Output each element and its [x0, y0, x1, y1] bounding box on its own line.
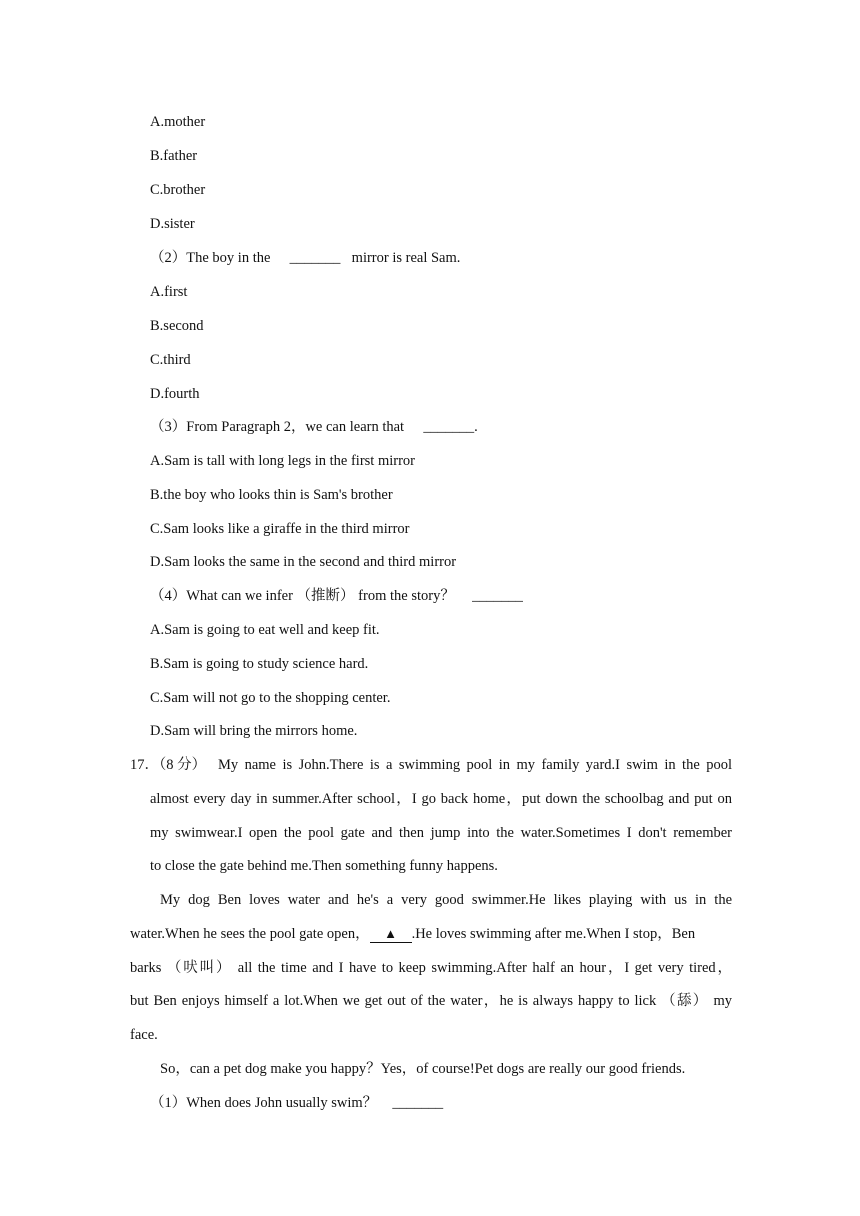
- passage-line: So，can a pet dog make you happy？Yes，of course!Pet dogs are really our good friends.: [160, 1061, 686, 1077]
- option-a-q3: A.Sam is tall with long legs in the first mirror: [150, 453, 416, 469]
- triangle-icon: ▲: [384, 926, 398, 941]
- question-text: （3）From Paragraph 2，we can learn that: [150, 419, 405, 435]
- passage-line: face.: [130, 1027, 158, 1043]
- passage-line: almost every day in summer.After school，I go back home，put down the schoolbag and put on: [150, 791, 732, 807]
- passage-line: to close the gate behind me.Then something funny happens.: [150, 858, 498, 874]
- question-16-2: [150, 248, 460, 268]
- option-c-q4: C.Sam will not go to the shopping center.: [150, 690, 391, 706]
- question-number: 17．: [130, 757, 159, 773]
- question-text: （1）When does John usually swim？: [150, 1095, 378, 1111]
- option-b-q3: B.the boy who looks thin is Sam's brother: [150, 487, 393, 503]
- answer-blank: _______: [392, 1095, 444, 1111]
- option-d-q3: D.Sam looks the same in the second and third mirror: [150, 554, 457, 570]
- answer-blank: _______: [289, 250, 341, 266]
- question-text: （4）What can we infer （推断） from the story？: [150, 588, 455, 604]
- passage-line: but Ben enjoys himself a lot.When we get out of the water，he is always happy to lick （舔） my: [130, 993, 732, 1009]
- option-b-q4: B.Sam is going to study science hard.: [150, 656, 369, 672]
- question-text-suffix: mirror is real Sam.: [351, 250, 461, 266]
- passage-line: my swimwear.I open the pool gate and then jump into the water.Sometimes I don't remember: [150, 825, 732, 841]
- option-a-q2: A.first: [150, 284, 188, 300]
- option-b-q2: B.second: [150, 318, 204, 334]
- question-text-suffix: .: [474, 419, 478, 435]
- passage-line: My dog Ben loves water and he's a very good swimmer.He likes playing with us in the: [160, 892, 732, 908]
- option-a-q1: A.mother: [150, 114, 206, 130]
- passage-line-with-blank: [130, 924, 732, 944]
- passage-text: water.When he sees the pool gate open，: [130, 926, 370, 942]
- option-d-q1: D.sister: [150, 216, 195, 232]
- blank-marker: [370, 926, 412, 943]
- passage-line: My name is John.There is a swimming pool in my family yard.I swim in the pool: [218, 757, 732, 773]
- question-16-3: [150, 417, 478, 437]
- question-17-1: [150, 1093, 443, 1113]
- question-17-number: [130, 755, 206, 775]
- option-d-q2: D.fourth: [150, 386, 200, 402]
- option-c-q2: C.third: [150, 352, 191, 368]
- option-b-q1: B.father: [150, 148, 198, 164]
- question-text: （2）The boy in the: [150, 250, 271, 266]
- option-c-q3: C.Sam looks like a giraffe in the third mirror: [150, 521, 410, 537]
- passage-text: .He loves swimming after me.When I stop，Ben: [411, 926, 696, 942]
- answer-blank: _______: [423, 419, 475, 435]
- question-score: （8 分）: [159, 757, 207, 773]
- option-a-q4: A.Sam is going to eat well and keep fit.: [150, 622, 380, 638]
- question-16-4: [150, 586, 523, 606]
- passage-line: barks （吠叫） all the time and I have to keep swimming.After half an hour，I get very tired，: [130, 960, 732, 976]
- option-c-q1: C.brother: [150, 182, 206, 198]
- option-d-q4: D.Sam will bring the mirrors home.: [150, 723, 358, 739]
- answer-blank: _______: [472, 588, 523, 604]
